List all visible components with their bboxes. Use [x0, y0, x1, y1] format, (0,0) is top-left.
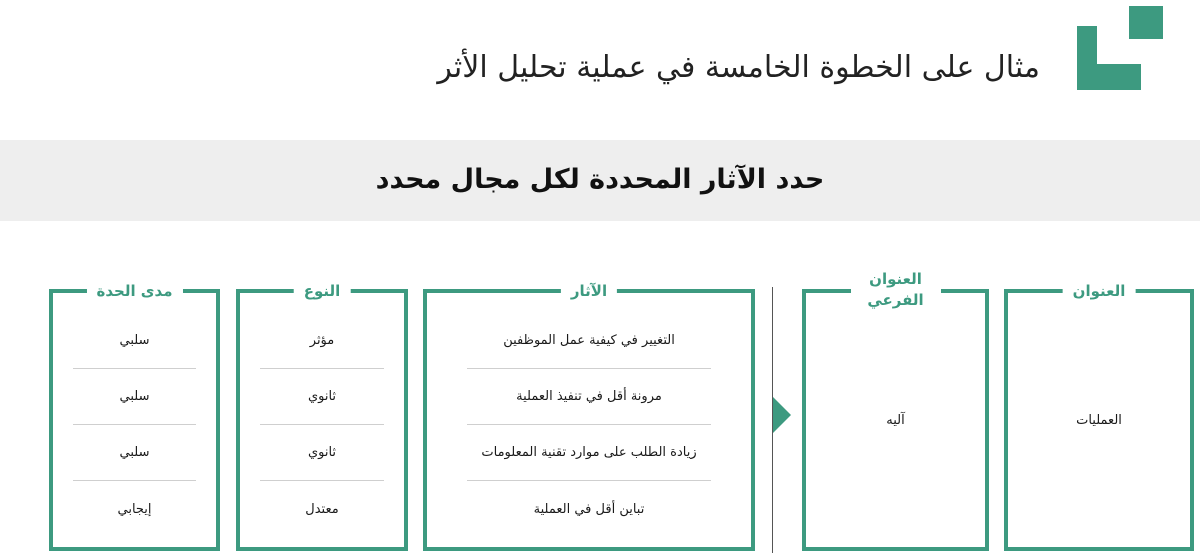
type-item: معتدل: [305, 501, 339, 517]
column-severity: [49, 282, 220, 551]
column-title-header: العنوان: [1063, 282, 1136, 301]
column-type: [236, 282, 408, 551]
column-effects: [423, 282, 755, 551]
column-title-value: العمليات: [1076, 412, 1122, 428]
severity-item: سلبي: [73, 369, 196, 425]
type-item: ثانوي: [260, 425, 384, 481]
effect-item: زيادة الطلب على موارد تقنية المعلومات: [467, 425, 711, 481]
page-title: مثال على الخطوة الخامسة في عملية تحليل الأثر: [437, 50, 1040, 85]
section-heading: حدد الآثار المحددة لكل مجال محدد: [375, 164, 825, 195]
column-type-header: النوع: [294, 282, 351, 301]
right-arrow-triangle-icon: [773, 397, 791, 433]
effect-item: تباين أقل في العملية: [533, 501, 645, 517]
severity-item: سلبي: [73, 425, 196, 481]
section-band: [0, 140, 1200, 221]
effect-item: التغيير في كيفية عمل الموظفين: [467, 313, 711, 369]
column-effects-header: الآثار: [561, 282, 617, 301]
column-severity-header: مدى الحدة: [86, 282, 182, 301]
brand-logo-icon: [1077, 6, 1163, 90]
effect-item: مرونة أقل في تنفيذ العملية: [467, 369, 711, 425]
column-subtitle-value: آليه: [886, 412, 905, 428]
severity-item: إيجابي: [117, 501, 152, 517]
column-subtitle-header: العنوان الفرعي: [851, 269, 941, 311]
type-item: مؤثر: [260, 313, 384, 369]
type-item: ثانوي: [260, 369, 384, 425]
severity-item: سلبي: [73, 313, 196, 369]
column-subtitle: [802, 270, 989, 551]
column-title: [1004, 282, 1194, 551]
